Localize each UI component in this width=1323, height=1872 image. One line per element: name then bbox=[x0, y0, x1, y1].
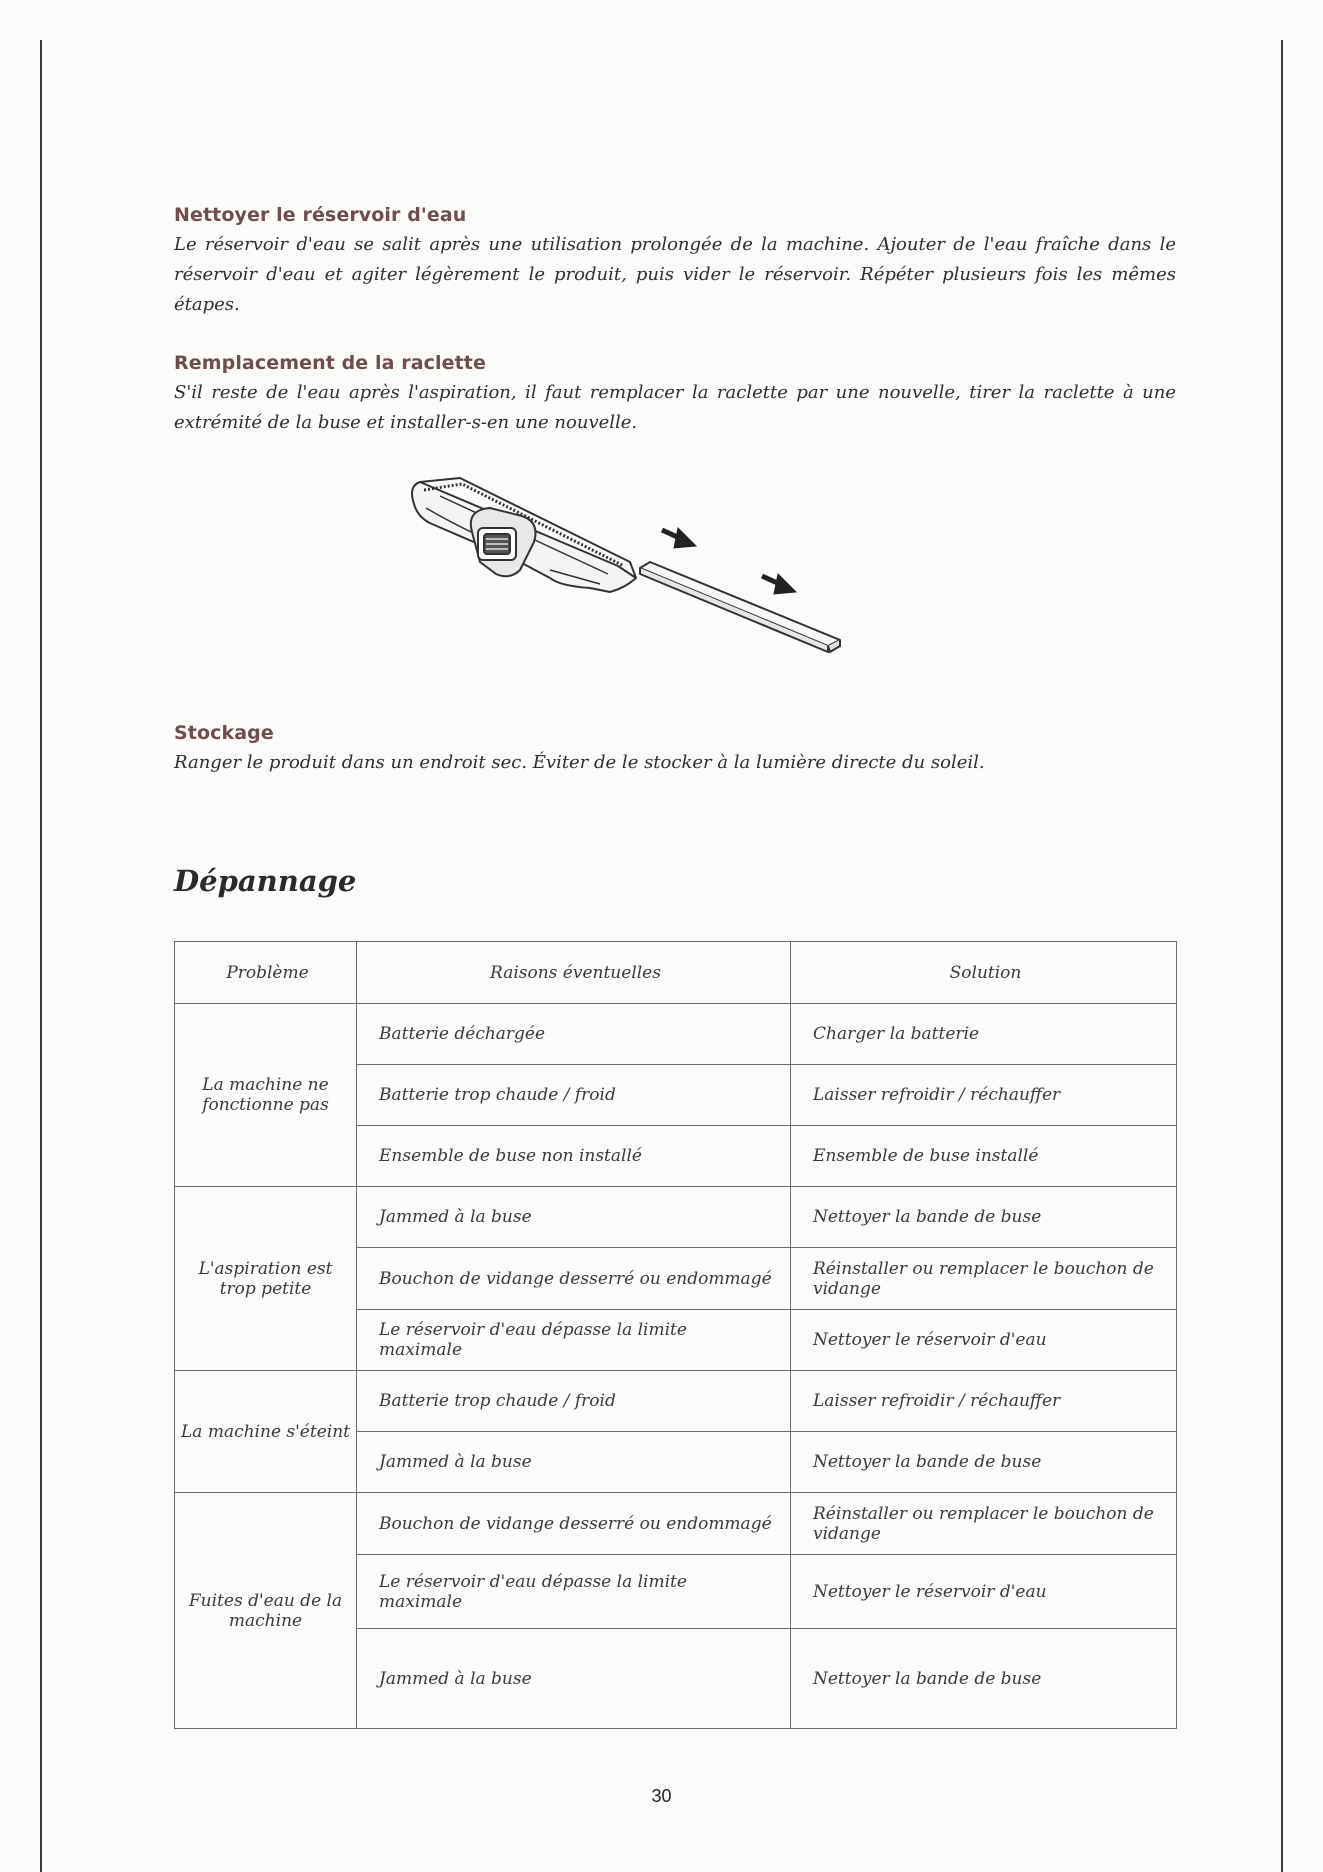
section-heading: Stockage bbox=[174, 722, 274, 744]
solution-cell: Nettoyer la bande de buse bbox=[791, 1629, 1177, 1729]
pull-arrow-icon bbox=[762, 574, 796, 594]
section-heading: Remplacement de la raclette bbox=[174, 352, 486, 374]
reason-cell: Jammed à la buse bbox=[357, 1629, 791, 1729]
problem-cell: Fuites d'eau de la machine bbox=[175, 1493, 357, 1729]
reason-cell: Bouchon de vidange desserré ou endommagé bbox=[357, 1248, 791, 1310]
column-header-reasons: Raisons éventuelles bbox=[357, 942, 791, 1004]
solution-cell: Nettoyer la bande de buse bbox=[791, 1187, 1177, 1248]
reason-cell: Batterie trop chaude / froid bbox=[357, 1065, 791, 1126]
section-text: Le réservoir d'eau se salit après une utilisation prolongée de la machine. Ajouter de l'eau fraîche dans le réservoir d'eau et agiter légèrement le produit, puis vider le réservoir. Répéter plusieurs fois les mêmes étapes. bbox=[174, 234, 1176, 315]
troubleshooting-table bbox=[174, 941, 1177, 1729]
solution-cell: Ensemble de buse installé bbox=[791, 1126, 1177, 1187]
troubleshooting-title: Dépannage bbox=[174, 864, 357, 898]
solution-cell: Nettoyer le réservoir d'eau bbox=[791, 1310, 1177, 1371]
solution-cell: Nettoyer la bande de buse bbox=[791, 1432, 1177, 1493]
reason-cell: Le réservoir d'eau dépasse la limite maximale bbox=[357, 1310, 791, 1371]
problem-cell: La machine ne fonctionne pas bbox=[175, 1004, 357, 1187]
solution-cell: Nettoyer le réservoir d'eau bbox=[791, 1555, 1177, 1629]
section-heading: Nettoyer le réservoir d'eau bbox=[174, 204, 467, 226]
section-replace-squeegee bbox=[174, 352, 1176, 438]
squeegee-replacement-illustration bbox=[400, 470, 850, 670]
table-header-row bbox=[175, 942, 1177, 1004]
table-row bbox=[175, 1187, 1177, 1248]
reason-cell: Jammed à la buse bbox=[357, 1187, 791, 1248]
reason-cell: Batterie déchargée bbox=[357, 1004, 791, 1065]
reason-cell: Batterie trop chaude / froid bbox=[357, 1371, 791, 1432]
nozzle-drawing bbox=[412, 478, 636, 592]
squeegee-strip-drawing bbox=[640, 562, 840, 652]
table-row bbox=[175, 1493, 1177, 1555]
section-text: Ranger le produit dans un endroit sec. Éviter de le stocker à la lumière directe du soleil. bbox=[174, 752, 985, 773]
column-header-problem: Problème bbox=[175, 942, 357, 1004]
reason-cell: Le réservoir d'eau dépasse la limite maximale bbox=[357, 1555, 791, 1629]
section-storage bbox=[174, 722, 1176, 778]
page-border-left bbox=[40, 40, 42, 1872]
reason-cell: Ensemble de buse non installé bbox=[357, 1126, 791, 1187]
problem-cell: La machine s'éteint bbox=[175, 1371, 357, 1493]
section-clean-water-tank bbox=[174, 204, 1176, 320]
page-border-right bbox=[1281, 40, 1283, 1872]
table-row bbox=[175, 1004, 1177, 1065]
solution-cell: Réinstaller ou remplacer le bouchon de vidange bbox=[791, 1248, 1177, 1310]
problem-cell: L'aspiration est trop petite bbox=[175, 1187, 357, 1371]
page-number: 30 bbox=[651, 1786, 672, 1806]
pull-arrow-icon bbox=[662, 528, 696, 548]
table-row bbox=[175, 1371, 1177, 1432]
solution-cell: Laisser refroidir / réchauffer bbox=[791, 1371, 1177, 1432]
column-header-solution: Solution bbox=[791, 942, 1177, 1004]
section-text: S'il reste de l'eau après l'aspiration, il faut remplacer la raclette par une nouvelle, tirer la raclette à une extrémité de la buse et installer-s-en une nouvelle. bbox=[174, 382, 1176, 433]
reason-cell: Jammed à la buse bbox=[357, 1432, 791, 1493]
solution-cell: Laisser refroidir / réchauffer bbox=[791, 1065, 1177, 1126]
solution-cell: Réinstaller ou remplacer le bouchon de vidange bbox=[791, 1493, 1177, 1555]
reason-cell: Bouchon de vidange desserré ou endommagé bbox=[357, 1493, 791, 1555]
solution-cell: Charger la batterie bbox=[791, 1004, 1177, 1065]
